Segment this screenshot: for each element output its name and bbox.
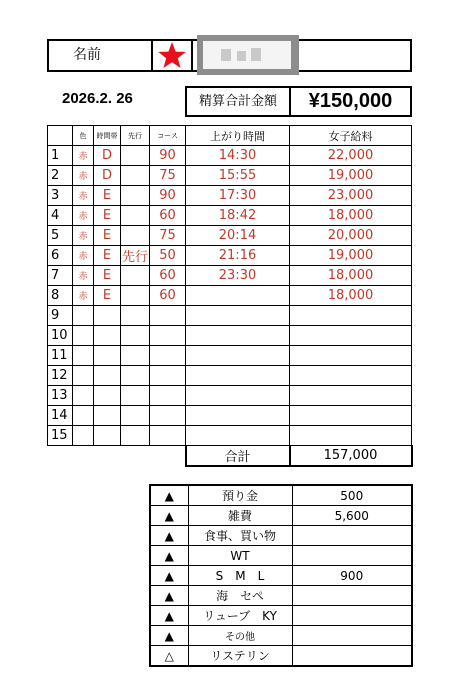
row-time-slot	[94, 346, 121, 366]
deduction-value	[292, 646, 412, 667]
row-color	[73, 306, 94, 326]
deduction-row	[150, 606, 412, 626]
row-number: 1	[48, 146, 73, 166]
deduction-label: 雑費	[188, 506, 292, 526]
row-course	[150, 406, 186, 426]
row-pay	[290, 346, 412, 366]
deduction-mark: ▲	[150, 506, 188, 526]
deduction-label: S M L	[188, 566, 292, 586]
deductions-table	[149, 484, 413, 667]
settlement-total-box	[185, 86, 412, 117]
row-course: 50	[150, 246, 186, 266]
row-end-time	[186, 346, 290, 366]
table-row	[48, 206, 412, 226]
deduction-value	[292, 546, 412, 566]
row-advance	[121, 226, 150, 246]
row-number: 7	[48, 266, 73, 286]
header-course: コース	[150, 126, 186, 146]
row-color: 赤	[73, 186, 94, 206]
row-time-slot: E	[94, 206, 121, 226]
row-end-time: 23:30	[186, 266, 290, 286]
table-row	[48, 146, 412, 166]
row-pay	[290, 426, 412, 446]
row-color: 赤	[73, 266, 94, 286]
row-number: 6	[48, 246, 73, 266]
table-row	[48, 226, 412, 246]
deduction-row	[150, 566, 412, 586]
row-time-slot	[94, 326, 121, 346]
deduction-value	[292, 626, 412, 646]
deduction-row	[150, 626, 412, 646]
row-time-slot: D	[94, 166, 121, 186]
deduction-mark: ▲	[150, 485, 188, 506]
row-advance	[121, 186, 150, 206]
row-end-time	[186, 426, 290, 446]
row-course: 75	[150, 166, 186, 186]
sum-value: 157,000	[290, 446, 412, 467]
row-number: 12	[48, 366, 73, 386]
row-pay: 20,000	[290, 226, 412, 246]
row-pay	[290, 386, 412, 406]
row-time-slot	[94, 426, 121, 446]
row-end-time: 18:42	[186, 206, 290, 226]
earnings-table	[47, 125, 413, 467]
row-color: 赤	[73, 146, 94, 166]
deduction-mark: ▲	[150, 626, 188, 646]
row-advance	[121, 366, 150, 386]
row-color	[73, 386, 94, 406]
deduction-mark: △	[150, 646, 188, 667]
row-color: 赤	[73, 286, 94, 306]
deduction-label: 預り金	[188, 485, 292, 506]
table-row	[48, 286, 412, 306]
row-course	[150, 366, 186, 386]
row-end-time: 21:16	[186, 246, 290, 266]
row-end-time	[186, 286, 290, 306]
deduction-value	[292, 586, 412, 606]
row-number: 15	[48, 426, 73, 446]
row-course	[150, 426, 186, 446]
deduction-row	[150, 646, 412, 667]
row-course	[150, 326, 186, 346]
deduction-row	[150, 485, 412, 506]
row-advance	[121, 166, 150, 186]
row-pay: 18,000	[290, 266, 412, 286]
row-number: 9	[48, 306, 73, 326]
row-course: 60	[150, 266, 186, 286]
name-box	[47, 39, 412, 72]
row-time-slot	[94, 366, 121, 386]
redacted-name	[193, 41, 299, 70]
row-number: 8	[48, 286, 73, 306]
row-end-time	[186, 406, 290, 426]
row-time-slot	[94, 406, 121, 426]
table-row	[48, 246, 412, 266]
deduction-row	[150, 506, 412, 526]
deduction-mark: ▲	[150, 606, 188, 626]
row-number: 4	[48, 206, 73, 226]
header-pay: 女子給料	[290, 126, 412, 146]
table-row	[48, 386, 412, 406]
row-advance	[121, 386, 150, 406]
row-time-slot	[94, 306, 121, 326]
row-advance	[121, 326, 150, 346]
table-row	[48, 406, 412, 426]
table-row	[48, 266, 412, 286]
table-row	[48, 426, 412, 446]
row-time-slot: E	[94, 186, 121, 206]
row-end-time: 14:30	[186, 146, 290, 166]
row-advance	[121, 406, 150, 426]
table-row	[48, 186, 412, 206]
header-time-slot: 時間帯	[94, 126, 121, 146]
star-cell	[153, 41, 193, 70]
row-pay: 23,000	[290, 186, 412, 206]
header-end-time: 上がり時間	[186, 126, 290, 146]
row-color	[73, 426, 94, 446]
row-pay: 19,000	[290, 166, 412, 186]
row-number: 3	[48, 186, 73, 206]
row-number: 14	[48, 406, 73, 426]
deduction-value	[292, 526, 412, 546]
row-pay	[290, 366, 412, 386]
row-course	[150, 346, 186, 366]
table-row	[48, 166, 412, 186]
redaction-block	[197, 35, 299, 75]
header-no	[48, 126, 73, 146]
header-advance: 先行	[121, 126, 150, 146]
row-number: 2	[48, 166, 73, 186]
row-course	[150, 386, 186, 406]
table-header-row	[48, 126, 412, 146]
row-end-time: 15:55	[186, 166, 290, 186]
row-pay	[290, 306, 412, 326]
row-advance	[121, 146, 150, 166]
deduction-value	[292, 606, 412, 626]
deduction-row	[150, 546, 412, 566]
row-color: 赤	[73, 206, 94, 226]
row-end-time	[186, 366, 290, 386]
table-row	[48, 326, 412, 346]
row-end-time	[186, 306, 290, 326]
deduction-row	[150, 526, 412, 546]
deduction-label: リューブ KY	[188, 606, 292, 626]
row-color: 赤	[73, 246, 94, 266]
sum-label: 合計	[186, 446, 290, 467]
row-number: 10	[48, 326, 73, 346]
row-number: 11	[48, 346, 73, 366]
settlement-total-amount: ¥150,000	[308, 90, 393, 112]
row-color	[73, 366, 94, 386]
row-time-slot: E	[94, 286, 121, 306]
deduction-label: その他	[188, 626, 292, 646]
row-pay	[290, 326, 412, 346]
table-row	[48, 346, 412, 366]
date-text: 2026.2. 26	[62, 90, 133, 107]
row-end-time	[186, 326, 290, 346]
row-time-slot: E	[94, 226, 121, 246]
row-number: 5	[48, 226, 73, 246]
row-end-time: 20:14	[186, 226, 290, 246]
row-end-time: 17:30	[186, 186, 290, 206]
row-pay: 22,000	[290, 146, 412, 166]
row-pay: 18,000	[290, 206, 412, 226]
row-advance	[121, 206, 150, 226]
row-time-slot: E	[94, 266, 121, 286]
row-time-slot: E	[94, 246, 121, 266]
row-time-slot	[94, 386, 121, 406]
row-color	[73, 346, 94, 366]
deduction-mark: ▲	[150, 566, 188, 586]
table-row	[48, 306, 412, 326]
row-advance	[121, 426, 150, 446]
deduction-label: WT	[188, 546, 292, 566]
row-advance	[121, 306, 150, 326]
settlement-total-label: 精算合計金額	[187, 88, 291, 115]
row-course: 90	[150, 186, 186, 206]
row-color	[73, 326, 94, 346]
row-time-slot: D	[94, 146, 121, 166]
row-color: 赤	[73, 166, 94, 186]
row-course	[150, 306, 186, 326]
deduction-label: 食事、買い物	[188, 526, 292, 546]
sum-row	[48, 446, 412, 467]
row-advance: 先行	[121, 246, 150, 266]
deduction-row	[150, 586, 412, 606]
deduction-mark: ▲	[150, 526, 188, 546]
deduction-value: 5,600	[292, 506, 412, 526]
name-label: 名前	[49, 41, 153, 70]
deduction-mark: ▲	[150, 586, 188, 606]
row-advance	[121, 266, 150, 286]
row-pay: 18,000	[290, 286, 412, 306]
row-color: 赤	[73, 226, 94, 246]
header-color: 色	[73, 126, 94, 146]
deduction-mark: ▲	[150, 546, 188, 566]
deduction-value: 900	[292, 566, 412, 586]
row-advance	[121, 346, 150, 366]
table-row	[48, 366, 412, 386]
deduction-label: リステリン	[188, 646, 292, 667]
row-number: 13	[48, 386, 73, 406]
row-course: 60	[150, 206, 186, 226]
row-course: 75	[150, 226, 186, 246]
row-end-time	[186, 386, 290, 406]
row-course: 60	[150, 286, 186, 306]
deduction-label: 海 セペ	[188, 586, 292, 606]
row-color	[73, 406, 94, 426]
star-icon	[157, 41, 187, 70]
row-advance	[121, 286, 150, 306]
deduction-value: 500	[292, 485, 412, 506]
row-pay: 19,000	[290, 246, 412, 266]
row-pay	[290, 406, 412, 426]
row-course: 90	[150, 146, 186, 166]
